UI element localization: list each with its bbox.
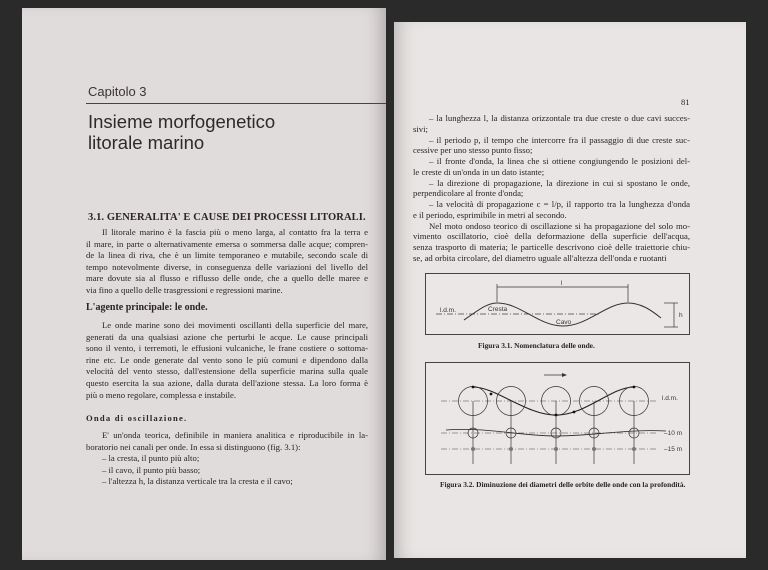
text-line: il mare, in parte o alternativamente emersa o sommersa dalle acque; compren- [86, 238, 368, 249]
definition-item [413, 135, 690, 157]
text-line: Le onde marine sono dei movimenti oscillanti della superficie del mare, [102, 320, 368, 330]
definition-item [413, 113, 690, 135]
text-line: E' un'onda teorica, definibile in maniera analitica e riproducibile in la- [102, 430, 368, 440]
subheading-agente: L'agente principale: le onde. [86, 302, 208, 313]
figure-3-2 [425, 362, 690, 475]
text-line: senza trasporto di materia; le particelle descrivono cioè delle traiettorie chiu- [413, 242, 690, 252]
text-line: – il fronte d'onda, la linea che si ottiene congiungendo le posizioni del- [429, 156, 690, 166]
text-line: – la lunghezza l, la distanza orizzontale tra due creste o due cavi succes- [429, 113, 690, 123]
chapter-label: Capitolo 3 [88, 84, 147, 99]
text-line: tempo notevolmente diverse, in conseguenza delle variazioni del livello del [86, 261, 368, 272]
paragraph-moto-ondoso [413, 221, 690, 264]
particle-dot [555, 414, 558, 417]
length-label: l [561, 280, 563, 287]
wave-nomenclature-diagram [426, 274, 689, 334]
text-line: cessive per uno stesso punto fisso; [413, 145, 533, 156]
particle-dot [573, 411, 576, 414]
text-line: velocità del vento stesso, dall'estensione della superficie marina sulla quale [86, 366, 368, 377]
list-item: – l'altezza h, la distanza verticale tra la cresta e il cavo; [102, 476, 293, 487]
subheading-onda-oscillazione: Onda di oscillazione. [86, 413, 188, 423]
figure-3-1 [425, 273, 690, 335]
particle-dot [490, 393, 493, 396]
paragraph-onda-teorica [86, 430, 368, 453]
section-heading: 3.1. GENERALITA' E CAUSE DEI PROCESSI LITORALI. [88, 212, 366, 223]
definition-item [413, 178, 690, 200]
text-line: se, ad orbita circolare, del diametro uguale all'altezza dell'onda e ruotanti [413, 252, 667, 263]
definition-item [413, 156, 690, 178]
ldm-label: l.d.m. [662, 395, 678, 402]
depth-15m-label: –15 m [664, 446, 683, 453]
text-line: via fino a quello delle trasgressioni e regressioni marine. [86, 284, 283, 295]
orbit-15m [592, 447, 596, 451]
text-line: boratorio nei canali per onde. In essa si distinguono (fig. 3.1): [86, 441, 301, 452]
trough-label: Cavo [556, 319, 572, 326]
text-line: questo esercita la sua azione, dalla durata dell'azione stessa. La loro forma è [86, 377, 368, 388]
text-line: mare dovute sia al flusso e riflusso delle onde, che a quello delle maree e [86, 273, 368, 284]
text-line: vimento oscillatorio, cioè della deformazione della superficie dell'acqua, [413, 231, 690, 242]
chapter-title-line: litorale marino [88, 132, 205, 153]
text-line: sono il vento, i terremoti, le effusioni vulcaniche, le frane costiere o sottoma- [86, 343, 368, 354]
height-label: h [679, 312, 683, 319]
orbit-diameter-diagram [426, 363, 689, 474]
orbit-15m [509, 447, 513, 451]
text-line: rine etc. Le onde generate dal vento sono le più comuni e dipendono dalla [86, 354, 368, 365]
chapter-rule [86, 103, 386, 104]
crest-label: Cresta [488, 306, 508, 313]
text-line: de la linea di riva, che è un limite temporaneo e mutabile, secondo scale di [86, 250, 368, 261]
orbit-15m [554, 447, 558, 451]
text-line: – il periodo p, il tempo che intercorre fra il passaggio di due creste suc- [429, 134, 690, 145]
text-line: Nel moto ondoso teorico di oscillazione si ha propagazione del solo mo- [429, 220, 690, 231]
text-line: – la direzione di propagazione, la direzione in cui si spostano le onde, [429, 177, 690, 188]
orbit-15m [471, 447, 475, 451]
paragraph-onde [86, 320, 368, 401]
page-number: 81 [681, 97, 690, 107]
orbit-15m [632, 447, 636, 451]
text-line: più o meno regolare, complessa e instabile. [86, 389, 237, 400]
ldm-label: l.d.m. [440, 307, 456, 314]
figure-3-2-caption: Figura 3.2. Diminuzione dei diametri delle orbite delle onde con la profondità. [440, 480, 686, 489]
chapter-title [88, 111, 275, 153]
chapter-title-line: Insieme morfogenetico [88, 111, 276, 132]
particle-dot [633, 386, 636, 389]
text-line: e il periodo, esprimibile in metri al secondo. [413, 209, 567, 220]
list-item: – il cavo, il punto più basso; [102, 464, 201, 475]
paragraph-litorale [86, 227, 368, 297]
figure-3-1-caption: Figura 3.1. Nomenclatura delle onde. [478, 341, 595, 350]
right-page-text [413, 113, 690, 264]
text-line: le creste di un'onda in un dato istante; [413, 166, 545, 177]
text-line: generati da una qualsiasi azione che perturbi le acque. Le cause principali [86, 331, 368, 342]
text-line: sivi; [413, 123, 428, 134]
text-line: Il litorale marino è la fascia più o meno larga, al contatto fra la terra e [102, 227, 368, 237]
depth-10m-label: –10 m [664, 430, 683, 437]
definition-list [86, 453, 368, 488]
particle-dot [472, 386, 475, 389]
list-item: – la cresta, il punto più alto; [102, 453, 200, 463]
text-line: – la velocità di propagazione c = l/p, il rapporto tra la lunghezza d'onda [429, 199, 690, 209]
definition-item [413, 199, 690, 221]
text-line: perpendicolare al fronte d'onda; [413, 188, 524, 199]
